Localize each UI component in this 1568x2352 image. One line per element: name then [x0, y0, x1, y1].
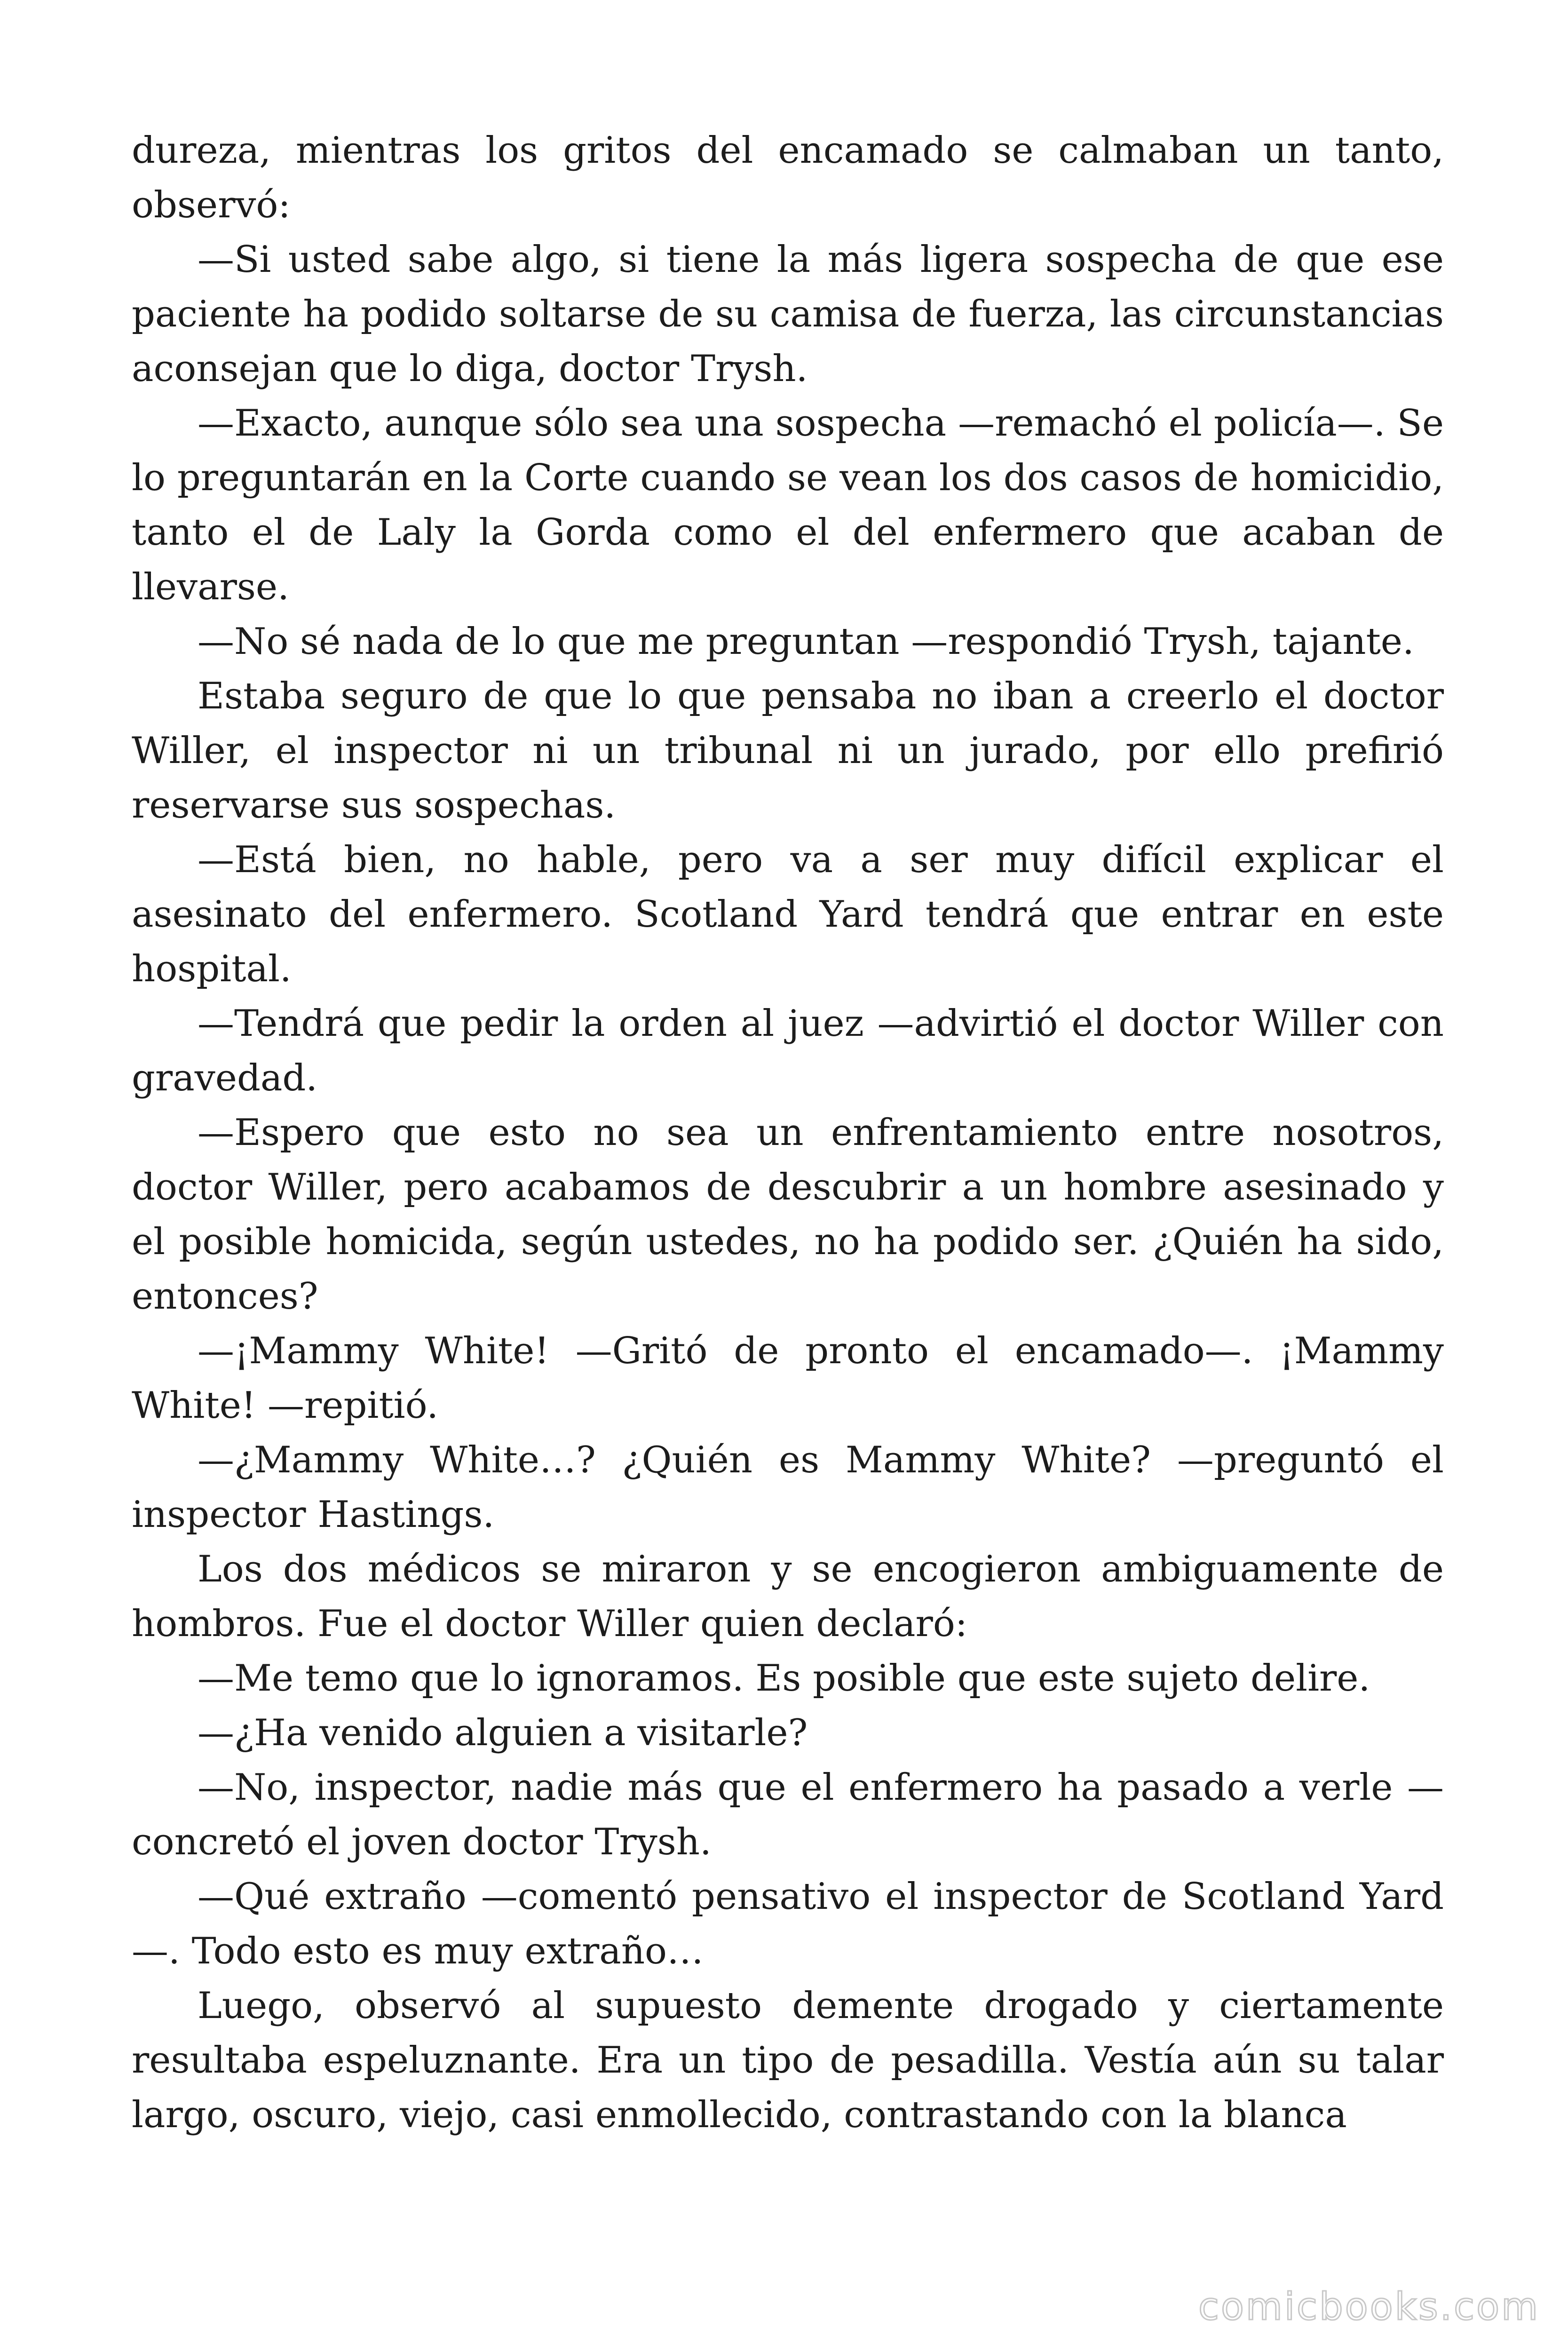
paragraph: —Está bien, no hable, pero va a ser muy difícil explicar el asesinato del enfermero. Scotland Yard tendrá que entrar en este hospital.: [132, 839, 1444, 990]
paragraph: —¡Mammy White! —Gritó de pronto el encamado—. ¡Mammy White! —repitió.: [132, 1330, 1444, 1427]
paragraph: —No sé nada de lo que me preguntan —respondió Trysh, tajante.: [198, 620, 1414, 663]
paragraph: —Exacto, aunque sólo sea una sospecha —remachó el policía—. Se lo preguntarán en la Corte cuando se vean los dos casos de homicidio, tanto el de Laly la Gorda como el del enfermero que acaban de llevarse.: [132, 402, 1444, 608]
paragraph: Los dos médicos se miraron y se encogieron ambiguamente de hombros. Fue el doctor Willer quien declaró:: [132, 1548, 1444, 1645]
paragraph: —¿Mammy White…? ¿Quién es Mammy White? —preguntó el inspector Hastings.: [132, 1439, 1444, 1536]
paragraph: —Me temo que lo ignoramos. Es posible que este sujeto delire.: [198, 1657, 1370, 1700]
paragraph: dureza, mientras los gritos del encamado se calmaban un tanto, observó:: [132, 129, 1444, 226]
paragraph: —Qué extraño —comentó pensativo el inspector de Scotland Yard—. Todo esto es muy extraño…: [132, 1875, 1444, 1972]
paragraph: —No, inspector, nadie más que el enfermero ha pasado a verle —concretó el joven doctor Trysh.: [132, 1766, 1444, 1863]
paragraph: —Tendrá que pedir la orden al juez —advirtió el doctor Willer con gravedad.: [132, 1002, 1444, 1099]
paragraph: —Espero que esto no sea un enfrentamiento entre nosotros, doctor Willer, pero acabamos de descubrir a un hombre asesinado y el posible homicida, según ustedes, no ha podido ser. ¿Quién ha sido, entonces?: [132, 1112, 1444, 1318]
paragraph: Estaba seguro de que lo que pensaba no iban a creerlo el doctor Willer, el inspector ni un tribunal ni un jurado, por ello prefirió reservarse sus sospechas.: [132, 675, 1444, 826]
paragraph: —¿Ha venido alguien a visitarle?: [198, 1712, 808, 1754]
paragraph: —Si usted sabe algo, si tiene la más ligera sospecha de que ese paciente ha podido soltarse de su camisa de fuerza, las circunstancias aconsejan que lo diga, doctor Trysh.: [132, 238, 1444, 390]
body-text: [132, 123, 1444, 2142]
paragraph: Luego, observó al supuesto demente drogado y ciertamente resultaba espeluznante. Era un tipo de pesadilla. Vestía aún su talar largo, oscuro, viejo, casi enmollecido, contrastando con la blanca: [132, 1985, 1444, 2136]
watermark: comicbooks.com: [1198, 2285, 1540, 2328]
